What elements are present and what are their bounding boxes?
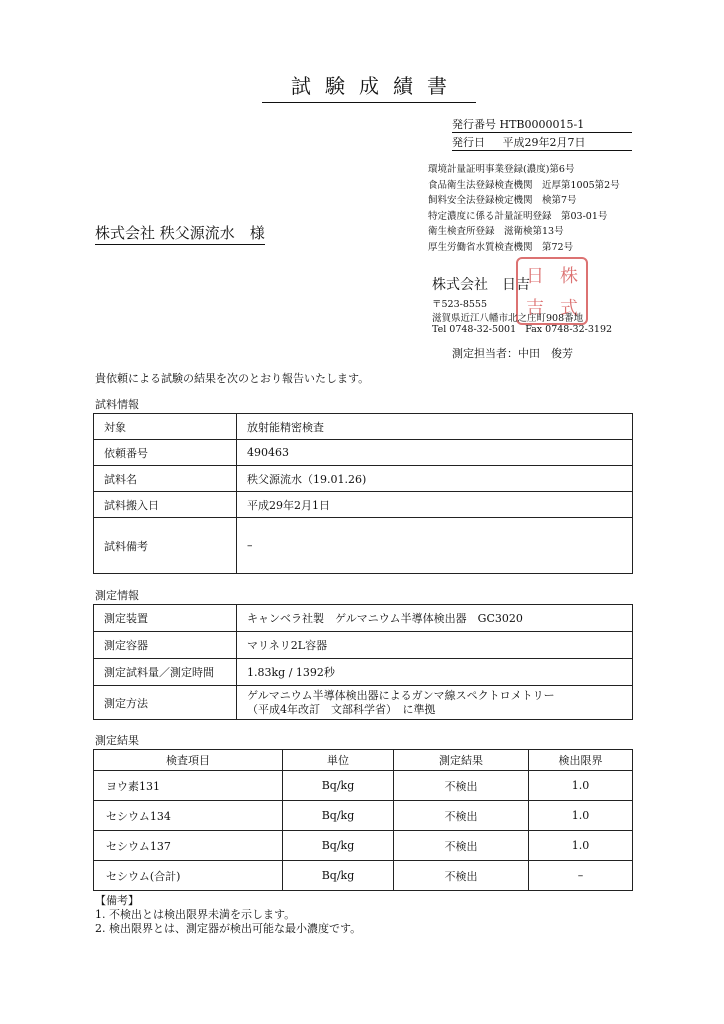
row-key: 測定容器 [94, 632, 237, 659]
result-unit: Bq/kg [283, 771, 394, 801]
result-item: セシウム(合計) [94, 861, 283, 891]
notes-heading: 【備考】 [95, 894, 139, 907]
table-row [94, 466, 633, 492]
table-row [94, 414, 633, 440]
row-key: 依頼番号 [94, 440, 237, 466]
table-row [94, 686, 633, 720]
company-tel: Tel 0748-32-5001 [432, 324, 517, 335]
table-row [94, 771, 633, 801]
table-row [94, 831, 633, 861]
row-value: 490463 [237, 440, 633, 466]
row-key: 対象 [94, 414, 237, 440]
result-item: セシウム134 [94, 801, 283, 831]
intro-text: 貴依頼による試験の結果を次のとおり報告いたします。 [95, 372, 370, 385]
table-row [94, 605, 633, 632]
column-header: 検出限界 [529, 750, 633, 771]
seal-char: 日 [526, 266, 544, 287]
seal-char: 式 [560, 298, 578, 319]
issue-date: 平成29年2月7日 [502, 136, 586, 149]
table-row [94, 659, 633, 686]
row-key: 測定方法 [94, 686, 237, 720]
company-fax: Fax 0748-32-3192 [525, 324, 613, 335]
company-address: 滋賀県近江八幡市北之庄町908番地 [432, 313, 584, 324]
sample-info-table [93, 413, 633, 574]
registration-item: 飼料安全法登録検定機関 検第7号 [428, 195, 577, 207]
row-key: 試料名 [94, 466, 237, 492]
row-key: 試料備考 [94, 518, 237, 574]
method-line: ゲルマニウム半導体検出器によるガンマ線スペクトロメトリー [247, 688, 555, 702]
result-unit: Bq/kg [283, 801, 394, 831]
company-name: 株式会社 日吉 [432, 277, 530, 293]
notes [95, 894, 361, 936]
registration-item: 衛生検査所登録 滋衛検第13号 [428, 226, 564, 238]
result-item: セシウム137 [94, 831, 283, 861]
measurement-person: 測定担当者：中田 俊芳 [452, 347, 573, 360]
table-header-row [94, 750, 633, 771]
result-value: 不検出 [394, 861, 529, 891]
result-limit: 1.0 [529, 771, 633, 801]
row-value: 秩父源流水（19.01.26) [237, 466, 633, 492]
result-limit: – [529, 861, 633, 891]
row-value: 放射能精密検査 [237, 414, 633, 440]
table-row [94, 861, 633, 891]
row-key: 測定装置 [94, 605, 237, 632]
document-title: 試験成績書 [262, 70, 476, 103]
row-value: キャンベラ社製 ゲルマニウム半導体検出器 GC3020 [237, 605, 633, 632]
row-key: 試料搬入日 [94, 492, 237, 518]
note-item: 1. 不検出とは検出限界未満を示します。 [95, 908, 296, 921]
method-line: （平成4年改訂 文部科学省） に準拠 [247, 702, 436, 716]
row-key: 測定試料量／測定時間 [94, 659, 237, 686]
sample-info-heading: 試料情報 [95, 398, 139, 411]
result-unit: Bq/kg [283, 861, 394, 891]
client-name: 株式会社 秩父源流水 様 [95, 222, 265, 245]
result-item: ヨウ素131 [94, 771, 283, 801]
registration-item: 食品衛生法登録検査機関 近厚第1005第2号 [428, 179, 620, 191]
registration-list [428, 162, 620, 256]
column-header: 単位 [283, 750, 394, 771]
issue-number-row [452, 116, 632, 133]
seal-char: 株 [560, 266, 578, 287]
result-value: 不検出 [394, 831, 529, 861]
result-value: 不検出 [394, 771, 529, 801]
issue-date-row [452, 134, 632, 151]
row-value: 1.83kg / 1392秒 [237, 659, 633, 686]
result-value: 不検出 [394, 801, 529, 831]
table-row [94, 492, 633, 518]
result-limit: 1.0 [529, 831, 633, 861]
issue-number-label: 発行番号 [452, 118, 496, 131]
registration-item: 厚生労働省水質検査機関 第72号 [428, 241, 574, 253]
row-value: マリネリ2L容器 [237, 632, 633, 659]
table-row [94, 632, 633, 659]
registration-item: 環境計量証明事業登録(濃度)第6号 [428, 164, 575, 175]
result-limit: 1.0 [529, 801, 633, 831]
measure-info-heading: 測定情報 [95, 589, 139, 602]
measure-info-table [93, 604, 633, 720]
table-row [94, 440, 633, 466]
table-row [94, 801, 633, 831]
row-value [237, 686, 633, 720]
issue-number: HTB0000015-1 [499, 118, 585, 131]
column-header: 測定結果 [394, 750, 529, 771]
seal-char: 吉 [526, 298, 544, 319]
company-phone-row [432, 324, 612, 335]
note-item: 2. 検出限界とは、測定器が検出可能な最小濃度です。 [95, 922, 362, 935]
row-value: – [237, 518, 633, 574]
issue-date-label: 発行日 [452, 136, 485, 149]
column-header: 検査項目 [94, 750, 283, 771]
registration-item: 特定濃度に係る計量証明登録 第03-01号 [428, 210, 608, 222]
result-unit: Bq/kg [283, 831, 394, 861]
results-heading: 測定結果 [95, 734, 139, 747]
company-postal: 〒523-8555 [432, 299, 488, 310]
row-value: 平成29年2月1日 [237, 492, 633, 518]
table-row [94, 518, 633, 574]
results-table [93, 749, 633, 891]
